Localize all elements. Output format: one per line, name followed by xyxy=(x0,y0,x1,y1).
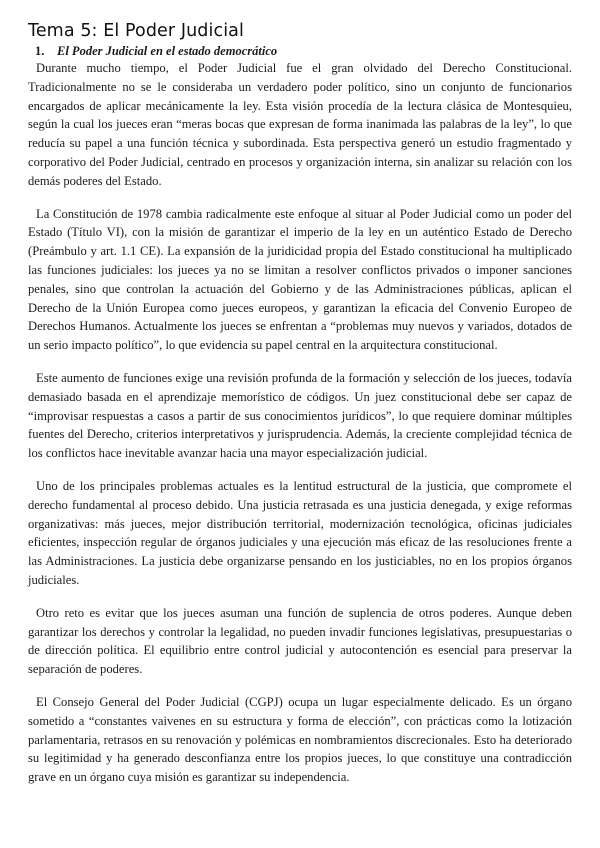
paragraph-constitution-1978: La Constitución de 1978 cambia radicalmente este enfoque al situar al Poder Judicial como un poder del Estado (Título VI), con la misión de garantizar el imperio de la ley en un auténtico Estado de Derecho (Preámbulo y art. 1.1 CE). La expansión de la juridicidad propia del Estado constitucional ha multiplicado las funciones judiciales: los jueces ya no se limitan a resolver conflictos privados o imponer sanciones penales, sino que controlan la actuación del Gobierno y de las Administraciones públicas, aplican el Derecho de la Unión Europea como jueces europeos, y garantizan la eficacia del Convenio Europeo de Derechos Humanos. Actualmente los jueces se enfrentan a “problemas muy nuevos y variados, dotados de un serio impacto político”, lo que evidencia su papel central en la arquitectura constitucional. xyxy=(28,206,572,353)
section-title: El Poder Judicial en el estado democrático xyxy=(57,44,278,58)
section-number: 1. xyxy=(35,44,45,58)
paragraph-separation-of-powers: Otro reto es evitar que los jueces asuman una función de suplencia de otros poderes. Aunque deben garantizar los derechos y controlar la legalidad, no pueden invadir funciones legislativas, presupuestarias o de dirección política. El equilibrio entre control judicial y autocontención es esencial para preservar la separación de poderes. xyxy=(28,605,572,677)
paragraph-justice-delay: Uno de los principales problemas actuales es la lentitud estructural de la justicia, que compromete el derecho fundamental al proceso debido. Una justicia retrasada es una justicia denegada, y exige reformas organizativas: más jueces, mejor distribución territorial, modernización tecnológica, oficinas judiciales eficientes, inspección regular de órganos judiciales y una ejecución más eficaz de las resoluciones frente a las Administraciones. La justicia debe organizarse pensando en los justiciables, no en los propios órganos judiciales. xyxy=(28,478,572,587)
document-title: Tema 5: El Poder Judicial xyxy=(28,21,244,41)
paragraph-intro: Durante mucho tiempo, el Poder Judicial fue el gran olvidado del Derecho Constitucional. Tradicionalmente no se le consideraba un verdadero poder político, sino un conjunto de funcionarios encargados de aplicar mecánicamente la ley. Esta visión procedía de la lectura clásica de Montesquieu, según la cual los jueces eran “meras bocas que expresan de forma inanimada las palabras de la ley”, lo que reducía su papel a una función técnica y subordinada. Esta perspectiva generó un estudio fragmentado y corporativo del Poder Judicial, centrado en procesos y organización interna, sin analizar su relación con los demás poderes del Estado. xyxy=(28,61,572,188)
paragraph-cgpj: El Consejo General del Poder Judicial (CGPJ) ocupa un lugar especialmente delicado. Es un órgano sometido a “constantes vaivenes en su estructura y forma de elección”, con prácticas como la lotización parlamentaria, retrasos en su renovación y polémicas en nombramientos discrecionales. Esto ha deteriorado su legitimidad y ha generado desconfianza entre los propios jueces, lo que constituye una contradicción grave en un órgano cuya misión es garantizar su independencia. xyxy=(28,694,572,785)
paragraph-judge-training: Este aumento de funciones exige una revisión profunda de la formación y selección de los jueces, todavía demasiado basada en el aprendizaje memorístico de códigos. Un juez constitucional debe ser capaz de “improvisar respuestas a casos a partir de sus conocimientos jurídicos”, lo que requiere dominar múltiples fuentes del Derecho, criterios interpretativos y jurisprudencia. Además, la creciente complejidad técnica de los conflictos hace inevitable avanzar hacia una mayor especialización judicial. xyxy=(28,370,572,461)
document-page xyxy=(28,20,572,787)
section-heading xyxy=(28,43,572,59)
